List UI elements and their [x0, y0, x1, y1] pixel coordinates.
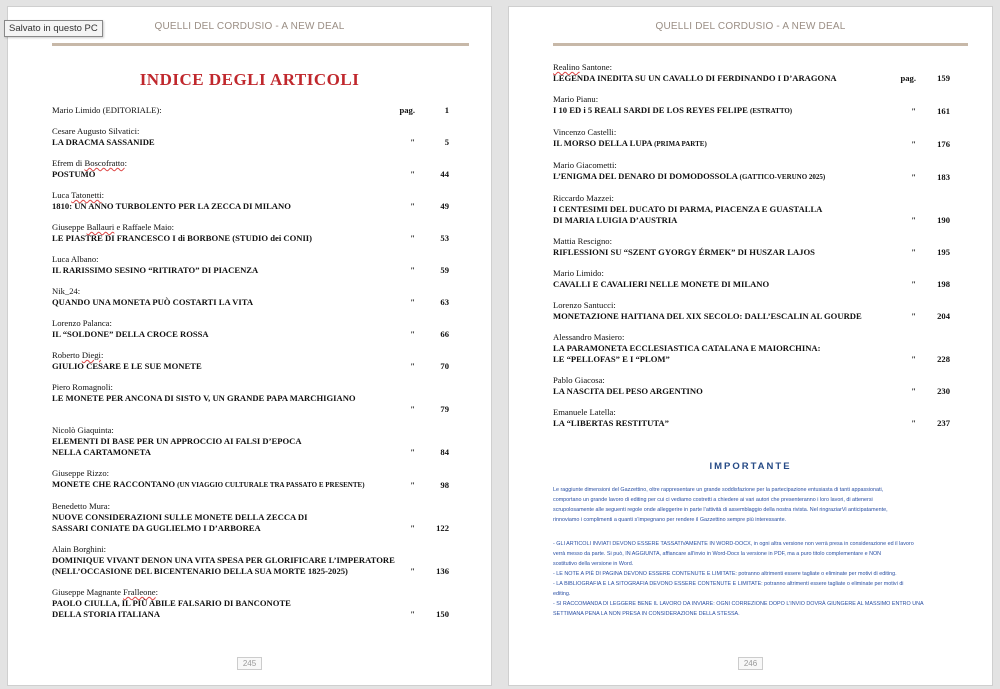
entry-title [553, 73, 950, 84]
entry-title [52, 598, 449, 609]
index-entry [52, 158, 449, 180]
entry-title [52, 329, 449, 340]
header-rule [52, 43, 469, 46]
entry-page-number: 98 [440, 480, 449, 490]
page-ditto-mark: " [911, 279, 916, 289]
entry-author [52, 350, 449, 361]
entry-title-text: LE PIASTRE DI FRANCESCO I di BORBONE (STUDIO dei CONII) [52, 233, 313, 243]
entry-author: Mario Limido: [553, 268, 604, 278]
entry-title-text: POSTUMO [52, 169, 96, 179]
entry-title-text: I CENTESIMI DEL DUCATO DI PARMA, PIACENZA E GUASTALLA [553, 204, 823, 214]
index-entry [553, 94, 950, 117]
index-entry [52, 190, 449, 212]
index-entry [553, 193, 950, 226]
save-status-tooltip: Salvato in questo PC [4, 20, 103, 37]
entry-page-number: 230 [937, 386, 950, 396]
page-number: 245 [237, 657, 262, 670]
entry-page-number: 204 [937, 311, 950, 321]
index-entries-right [553, 62, 950, 439]
entry-title-text: GIULIO CESARE E LE SUE MONETE [52, 361, 202, 371]
index-entry [553, 236, 950, 258]
index-entry [52, 587, 449, 620]
index-entry [52, 126, 449, 148]
important-intro [553, 485, 950, 525]
important-line: sostitutivo della versione in Word. [553, 561, 634, 567]
entry-title-line2: SASSARI CONIATE DA GUGLIELMO I D’ARBOREA [52, 523, 261, 533]
entry-author [52, 190, 449, 201]
page-ditto-mark: " [410, 447, 415, 457]
page-ditto-mark: " [410, 361, 415, 371]
author-name-part: Giuseppe [52, 222, 87, 232]
index-entry [52, 286, 449, 308]
entry-author: Lorenzo Palanca: [52, 318, 112, 328]
page-ditto-mark: " [911, 386, 916, 396]
entry-title-note: (ESTRATTO) [750, 107, 793, 115]
entry-title-text: L’ENIGMA DEL DENARO DI DOMODOSSOLA [553, 171, 740, 181]
entry-author: Vincenzo Castelli: [553, 127, 617, 137]
entry-title-line2: DELLA STORIA ITALIANA [52, 609, 161, 619]
index-entry [52, 222, 449, 244]
entry-page-number: 53 [440, 233, 449, 243]
important-line: comportano un grande lavoro di editing per cui ci vediamo costretti a chiedere ai vari autori che presenteranno i loro lavori, di attenersi [553, 497, 873, 503]
page-ditto-mark: " [911, 172, 916, 182]
author-name-part: Giuseppe Magnante [52, 587, 124, 597]
entry-title-text: DOMINIQUE VIVANT DENON UNA VITA SPESA PER GLORIFICARE L’IMPERATORE [52, 555, 395, 565]
entry-title-text: PAOLO CIULLA, IL PIÙ ABILE FALSARIO DI BANCONOTE [52, 598, 291, 608]
entry-title-text: LA DRACMA SASSANIDE [52, 137, 155, 147]
important-line: SETTIMANA PENA LA NON PRESA IN CONSIDERAZIONE DELLA STESSA. [553, 611, 740, 617]
author-name-misspelled: Tatonetti [71, 190, 102, 200]
entry-title-text: QUANDO UNA MONETA PUÒ COSTARTI LA VITA [52, 297, 254, 307]
entry-author [52, 587, 449, 598]
entry-page-number: 1 [444, 105, 449, 115]
page-ditto-mark: " [410, 137, 415, 147]
author-name-part: : [155, 587, 158, 597]
important-line: rinnoviamo i complimenti a quanti s’impegnano per rendere il Gazzettino sempre più interessante. [553, 517, 787, 523]
author-name-part: : [100, 350, 104, 360]
entry-title-note: (UN VIAGGIO CULTURALE TRA PASSATO E PRESENTE) [177, 481, 365, 489]
important-title: IMPORTANTE [709, 461, 792, 472]
entry-author: Piero Romagnoli: [52, 382, 113, 392]
entry-title [52, 512, 449, 523]
entry-spacer [52, 404, 449, 415]
entry-page-number: 150 [436, 609, 449, 619]
entry-page-number: 44 [440, 169, 449, 179]
entry-title [553, 386, 950, 397]
entry-title-text: RIFLESSIONI SU “SZENT GYORGY ÉRMEK” DI HUSZAR LAJOS [553, 247, 815, 257]
index-entry [52, 105, 449, 116]
page-ditto-mark: " [410, 201, 415, 211]
entry-author: Mario Pianu: [553, 94, 599, 104]
entry-title-line2: DI MARIA LUIGIA D’AUSTRIA [553, 215, 678, 225]
entry-author: Emanuele Latella: [553, 407, 616, 417]
entry-page-number: 161 [937, 106, 950, 116]
index-entry [553, 127, 950, 150]
document-page-right [508, 6, 993, 686]
important-line: - GLI ARTICOLI INVIATI DEVONO ESSERE TASSATIVAMENTE IN WORD-DOCX, in ogni altra versione non verrà presa in considerazione ed il lavoro [553, 541, 914, 547]
entry-author: Riccardo Mazzei: [553, 193, 614, 203]
page-ditto-mark: " [911, 139, 916, 149]
index-entry [553, 375, 950, 397]
entry-title-line2: NELLA CARTAMONETA [52, 447, 151, 457]
entry-title-text: LA “LIBERTAS RESTITUTA” [553, 418, 669, 428]
index-entry [52, 468, 449, 491]
page-ditto-mark: " [410, 480, 415, 490]
entry-title [52, 137, 449, 148]
entry-page-number: 5 [444, 137, 449, 147]
author-name-misspelled: Ballauri [86, 222, 115, 232]
entry-title [52, 436, 449, 447]
entry-page-number: 70 [440, 361, 449, 371]
entry-title [553, 247, 950, 258]
index-entry [52, 425, 449, 458]
entry-author: Alessandro Masiero: [553, 332, 625, 342]
index-entry [553, 332, 950, 365]
index-entries-left [52, 105, 449, 630]
entry-page-number: 136 [436, 566, 449, 576]
entry-author: Nik_24: [52, 286, 81, 296]
entry-title-text: 1810: UN ANNO TURBOLENTO PER LA ZECCA DI MILANO [52, 201, 291, 211]
index-entry [553, 407, 950, 429]
document-page-left [7, 6, 492, 686]
entry-page-number: 159 [937, 73, 950, 83]
page-ditto-mark: pag. [399, 105, 415, 115]
entry-author: Alain Borghini: [52, 544, 107, 554]
entry-title-text: IL RARISSIMO SESINO “RITIRATO” DI PIACENZA [52, 265, 259, 275]
entry-title [52, 297, 449, 308]
entry-title-text: ELEMENTI DI BASE PER UN APPROCCIO AI FALSI D’EPOCA [52, 436, 302, 446]
page-ditto-mark: " [410, 609, 415, 619]
author-name-misspelled: Boscofratto [84, 158, 125, 168]
page-ditto-mark: " [410, 523, 415, 533]
author-name-misspelled: Fralleone [123, 587, 156, 597]
entry-title-note: (PRIMA PARTE) [654, 140, 707, 148]
entry-title [52, 361, 449, 372]
entry-author: Cesare Augusto Silvatici: [52, 126, 140, 136]
entry-title-text: IL MORSO DELLA LUPA [553, 138, 655, 148]
entry-author [52, 222, 449, 233]
index-entry [553, 160, 950, 183]
entry-title-text: MONETAZIONE HAITIANA DEL XIX SECOLO: DALL’ESCALIN AL GOURDE [553, 311, 862, 321]
important-line: - LE NOTE A PIÈ DI PAGINA DEVONO ESSERE CONTENUTE E LIMITATE: potranno altrimenti essere tagliate o eliminate per motivi di editing. [553, 571, 897, 577]
entry-title [553, 418, 950, 429]
author-name-part: e Raffaele Maio: [114, 222, 175, 232]
index-entry [52, 318, 449, 340]
page-ditto-mark: " [911, 311, 916, 321]
page-ditto-mark: " [911, 215, 916, 225]
entry-author: Pablo Giacosa: [553, 375, 605, 385]
page-number: 246 [738, 657, 763, 670]
page-ditto-mark: pag. [900, 73, 916, 83]
page-ditto-mark: " [410, 297, 415, 307]
index-entry [52, 501, 449, 534]
page-header: QUELLI DEL CORDUSIO - A NEW DEAL [655, 21, 846, 32]
page-header: QUELLI DEL CORDUSIO - A NEW DEAL [154, 21, 345, 32]
page-ditto-mark: " [911, 354, 916, 364]
entry-title [52, 265, 449, 276]
page-footer [8, 653, 491, 671]
entry-title-line2: LE “PELLOFAS” E I “PLOM” [553, 354, 670, 364]
entry-page-number: 237 [937, 418, 950, 428]
author-name-part: : [101, 190, 104, 200]
index-entry [52, 254, 449, 276]
entry-page-number: 63 [440, 297, 449, 307]
important-line: - LA BIBLIOGRAFIA E LA SITOGRAFIA DEVONO ESSERE CONTENUTE E LIMITATE: potranno altrimenti essere tagliate o eliminate per motivi di [553, 581, 904, 587]
entry-author: Benedetto Mura: [52, 501, 110, 511]
author-name-part: Luca [52, 190, 72, 200]
index-entry [553, 300, 950, 322]
index-entry [553, 268, 950, 290]
page-ditto-mark: " [911, 106, 916, 116]
author-name-part: : [124, 158, 127, 168]
entry-page-number: 195 [937, 247, 950, 257]
entry-page-number: 84 [440, 447, 449, 457]
index-entry [52, 350, 449, 372]
entry-page-number: 66 [440, 329, 449, 339]
entry-page-number: 59 [440, 265, 449, 275]
entry-author: Mario Giacometti: [553, 160, 617, 170]
author-name-part: Roberto [52, 350, 82, 360]
entry-title [52, 201, 449, 212]
important-line: - SI RACCOMANDA DI LEGGERE BENE IL LAVORO DA INVIARE: OGNI CORREZIONE DOPO L’INVIO DOVRÀ GIUNGERE AL MASSIMO ENTRO UNA [553, 601, 924, 607]
entry-page-number: 122 [436, 523, 449, 533]
entry-title [52, 169, 449, 180]
entry-title [553, 343, 950, 354]
index-entry [553, 62, 950, 84]
entry-title [52, 555, 449, 566]
entry-title [52, 233, 449, 244]
entry-page-number: 198 [937, 279, 950, 289]
page-ditto-mark: " [410, 566, 415, 576]
entry-title [553, 171, 950, 183]
entry-page-number: 49 [440, 201, 449, 211]
important-line: Le raggiunte dimensioni del Gazzettino, oltre rappresentare un grande soddisfazione per la partecipazione entusiasta di tanti appassionati, [553, 487, 884, 493]
entry-title [52, 479, 449, 491]
entry-title-text: LA PARAMONETA ECCLESIASTICA CATALANA E MAIORCHINA: [553, 343, 821, 353]
entry-title-line2: (NELL’OCCASIONE DEL BICENTENARIO DELLA SUA MORTE 1825-2025) [52, 566, 348, 576]
author-name-misspelled: Diegi [81, 350, 101, 360]
entry-author: Luca Albano: [52, 254, 99, 264]
entry-title-text: I 10 ED i 5 REALI SARDI DE LOS REYES FELIPE [553, 105, 750, 115]
entry-title [52, 393, 449, 404]
entry-title [553, 204, 950, 215]
entry-title [553, 311, 950, 322]
page-footer [509, 653, 992, 671]
index-entry [52, 544, 449, 577]
entry-page-number: 176 [937, 139, 950, 149]
entry-page-number: 79 [440, 404, 449, 414]
page-ditto-mark: " [410, 404, 415, 414]
page-ditto-mark: " [410, 233, 415, 243]
page-ditto-mark: " [911, 247, 916, 257]
important-rules [553, 539, 950, 619]
page-ditto-mark: " [410, 169, 415, 179]
entry-author: Nicolò Giaquinta: [52, 425, 114, 435]
important-line: editing. [553, 591, 571, 597]
entry-author: Giuseppe Rizzo: [52, 468, 110, 478]
important-line: scrupolosamente alle seguenti regole onde alleggerire in parte l’attività di assemblaggio della nostra rivista. Nel ringraziarVi anticipatamente, [553, 507, 888, 513]
entry-author: Lorenzo Santucci: [553, 300, 616, 310]
index-entry [52, 382, 449, 415]
entry-author [553, 62, 950, 73]
entry-title-text: LA NASCITA DEL PESO ARGENTINO [553, 386, 703, 396]
entry-title [553, 105, 950, 117]
entry-title-text: LEGENDA INEDITA SU UN CAVALLO DI FERDINANDO I D’ARAGONA [553, 73, 837, 83]
author-name-part: Efrem di [52, 158, 85, 168]
page-ditto-mark: " [410, 265, 415, 275]
entry-title-text: LE MONETE PER ANCONA DI SISTO V, UN GRANDE PAPA MARCHIGIANO [52, 393, 356, 403]
entry-author [52, 158, 449, 169]
entry-title [553, 138, 950, 150]
entry-page-number: 190 [937, 215, 950, 225]
entry-title-text: MONETE CHE RACCONTANO [52, 479, 178, 489]
index-title: INDICE DEGLI ARTICOLI [139, 70, 360, 89]
header-rule [553, 43, 968, 46]
entry-author: Mattia Rescigno: [553, 236, 612, 246]
author-name-misspelled: Realino [553, 62, 580, 72]
entry-title-text: NUOVE CONSIDERAZIONI SULLE MONETE DELLA ZECCA DI [52, 512, 308, 522]
page-ditto-mark: " [410, 329, 415, 339]
entry-page-number: 183 [937, 172, 950, 182]
author-name-part: Santone: [579, 62, 612, 72]
entry-author: Mario Limido (EDITORIALE): [52, 105, 162, 115]
entry-title-text: CAVALLI E CAVALIERI NELLE MONETE DI MILANO [553, 279, 770, 289]
entry-title-note: (GATTICO-VERUNO 2025) [739, 173, 826, 181]
important-line: verrà messo da parte. Si può, IN AGGIUNTA, affiancare all’invio in Word-Docx la versione in PDF, ma a puro titolo complementare e NON [553, 551, 882, 557]
page-ditto-mark: " [911, 418, 916, 428]
entry-page-number: 228 [937, 354, 950, 364]
entry-title [553, 279, 950, 290]
entry-title-text: IL “SOLDONE” DELLA CROCE ROSSA [52, 329, 209, 339]
